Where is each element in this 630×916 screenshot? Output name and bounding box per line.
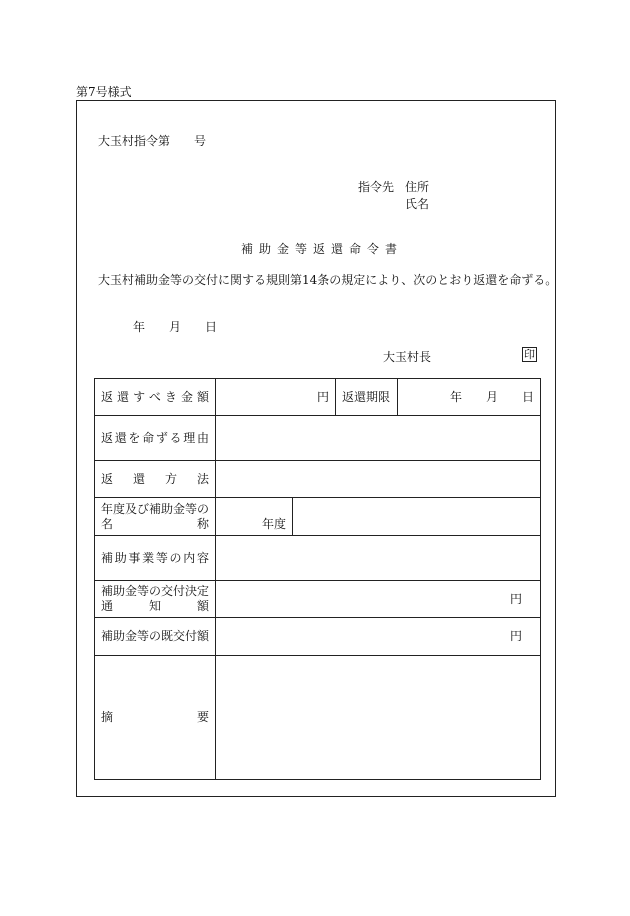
address-label: 住所 xyxy=(405,180,430,194)
paid-amount-value[interactable]: 円 xyxy=(216,618,541,656)
document-title: 補助金等返還命令書 xyxy=(241,242,404,256)
order-number: 大玉村指令第 号 xyxy=(98,134,207,148)
project-content-value[interactable] xyxy=(216,536,541,581)
summary-value[interactable] xyxy=(216,656,541,780)
fiscal-year-label-line1: 年度及び補助金等の xyxy=(101,501,210,516)
return-order-table xyxy=(94,378,541,780)
reason-label: 返還を命ずる理由 xyxy=(95,416,216,461)
table-row xyxy=(95,461,541,498)
return-amount-label: 返還すべき金額 xyxy=(95,379,216,416)
deadline-value[interactable]: 年 月 日 xyxy=(398,379,541,416)
return-amount-value[interactable]: 円 xyxy=(216,379,336,416)
decision-amount-value[interactable]: 円 xyxy=(216,581,541,618)
summary-label: 摘要 xyxy=(95,656,216,780)
issue-date: 年 月 日 xyxy=(133,320,218,334)
issuer: 大玉村長 xyxy=(383,350,432,364)
table-row xyxy=(95,656,541,780)
decision-amount-label-line2: 通知額 xyxy=(101,599,209,613)
fiscal-year-label-line2: 名称 xyxy=(101,516,209,531)
deadline-label: 返還期限 xyxy=(336,379,398,416)
table-row xyxy=(95,416,541,461)
form-number: 第7号様式 xyxy=(76,85,132,99)
table-row xyxy=(95,536,541,581)
decision-amount-label-line1: 補助金等の交付決定 xyxy=(101,584,210,598)
reason-value[interactable] xyxy=(216,416,541,461)
project-content-label: 補助事業等の内容 xyxy=(95,536,216,581)
seal-mark: 印 xyxy=(524,348,535,361)
body-text: 大玉村補助金等の交付に関する規則第14条の規定により、次のとおり返還を命ずる。 xyxy=(98,273,558,287)
subsidy-name-value[interactable] xyxy=(293,498,541,536)
method-value[interactable] xyxy=(216,461,541,498)
table-row xyxy=(95,379,541,416)
decision-amount-label xyxy=(95,581,216,618)
table-row xyxy=(95,498,541,536)
method-label: 返還方法 xyxy=(95,461,216,498)
table-row xyxy=(95,618,541,656)
fiscal-year-label xyxy=(95,498,216,536)
table-row xyxy=(95,581,541,618)
name-label: 氏名 xyxy=(405,197,430,211)
paid-amount-label: 補助金等の既交付額 xyxy=(95,618,216,656)
recipient-label: 指令先 xyxy=(358,180,395,194)
fiscal-year-value[interactable]: 年度 xyxy=(216,498,293,536)
